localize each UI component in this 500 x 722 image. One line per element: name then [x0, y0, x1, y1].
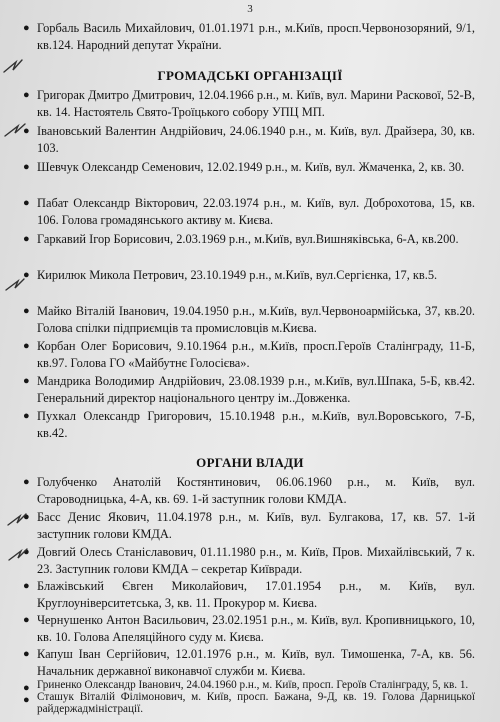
bullet-icon: ●: [23, 197, 30, 209]
bullet-icon: ●: [23, 614, 30, 626]
section-heading: ОРГАНИ ВЛАДИ: [196, 455, 304, 470]
section-heading: ГРОМАДСЬКІ ОРГАНІЗАЦІЇ: [157, 68, 343, 83]
page-number: 3: [247, 3, 253, 15]
check-mark: [8, 514, 26, 525]
handwritten-check-marks: [0, 0, 40, 722]
check-mark: [5, 124, 25, 136]
bullet-icon: ●: [23, 269, 30, 281]
list-item: [23, 544, 475, 579]
check-mark: [9, 549, 27, 560]
entry-text: Григорак Дмитро Дмитрович, 12.04.1966 р.н., м. Київ, вул. Марини Раскової, 52-В, кв. 14. Настоятель Свято-Троїцького собору УПЦ МП.: [37, 88, 475, 120]
check-mark: [4, 60, 22, 72]
bullet-icon: ●: [23, 340, 30, 352]
entry-text: Мандрика Володимир Андрійович, 23.08.1939 р.н., м.Київ, вул.Шпака, 5-Б, кв.42. Генеральний директор національного центру ім..Довженка.: [37, 374, 475, 406]
bullet-icon: ●: [23, 546, 30, 558]
bullet-icon: ●: [23, 694, 30, 707]
entry-text: Горбаль Василь Михайлович, 01.01.1971 р.н., м.Київ, просп.Червонозоряний, 9/1, кв.124. Народний депутат України.: [37, 21, 475, 53]
bullet-icon: ●: [23, 161, 30, 173]
entry-text: Блажівський Євген Миколайович, 17.01.1954 р.н., м. Київ, вул. Круглоуніверситетська, 3, кв. 11. Прокурор м. Києва.: [37, 579, 475, 611]
list-item: [23, 578, 475, 613]
entry-text: Пухкал Олександр Григорович, 15.10.1948 р.н., м.Київ, вул.Воровського, 7-Б, кв.42.: [37, 409, 475, 441]
entry-text: Майко Віталій Іванович, 19.04.1950 р.н., м.Київ, вул.Червоноармійська, 37, кв.20. Голова спілки підприємців та промисловців м.Києва.: [37, 304, 475, 336]
list-item: [23, 159, 475, 176]
entry-text: Пабат Олександр Вікторович, 22.03.1974 р.н., м. Київ, вул. Доброхотова, 15, кв. 106. Голова громадянського активу м. Києва.: [37, 196, 475, 228]
list-item: [23, 509, 475, 544]
bullet-icon: ●: [23, 580, 30, 592]
bullet-icon: ●: [23, 305, 30, 317]
entry-text: Івановський Валентин Андрійович, 24.06.1940 р.н., м. Київ, вул. Драйзера, 30, кв. 103.: [37, 124, 475, 156]
list-item: [23, 679, 475, 694]
bullet-icon: ●: [23, 22, 30, 34]
list-item: [23, 231, 475, 248]
list-item: [23, 373, 475, 408]
bullet-icon: ●: [23, 375, 30, 387]
list-item: [23, 267, 475, 284]
list-item: [23, 408, 475, 443]
list-item: [23, 20, 475, 55]
entry-text: Довгий Олесь Станіславович, 01.11.1980 р.н., м. Київ, Пров. Михайлівський, 7 к. 23. Заступник голови КМДА – секретар Київради.: [37, 545, 475, 577]
entry-text: Сташук Віталій Філімонович, м. Київ, просп. Бажана, 9-Д, кв. 19. Голова Дарницької райдержадміністрації.: [37, 691, 475, 715]
list-item: [23, 87, 475, 122]
entry-text: Голубченко Анатолій Костянтинович, 06.06.1960 р.н., м. Київ, вул. Староводницька, 4-А, кв. 69. 1-й заступник голови КМДА.: [37, 475, 475, 507]
bullet-icon: ●: [23, 410, 30, 422]
entry-text: Чернушенко Антон Васильович, 23.02.1951 р.н., м. Київ, вул. Кропивницького, 10, кв. 10. Голова Апеляційного суду м. Києва.: [37, 613, 475, 645]
list-item: [23, 612, 475, 647]
list-item: [23, 195, 475, 230]
entry-text: Шевчук Олександр Семенович, 12.02.1949 р.н., м. Київ, вул. Жмаченка, 2, кв. 30.: [37, 160, 465, 174]
entry-text: Капуш Іван Сергійович, 12.01.1976 р.н., м. Київ, вул. Тимошенка, 7-А, кв. 56. Начальник державної виконавчої служби м. Києва.: [37, 647, 475, 679]
entry-text: Гриненко Олександр Іванович, 24.04.1960 р.н., м. Київ, просп. Героїв Сталінграду, 5, кв. 1.: [37, 679, 469, 691]
bullet-icon: ●: [23, 648, 30, 660]
bullet-icon: ●: [23, 89, 30, 101]
list-item: [23, 474, 475, 509]
bullet-icon: ●: [23, 233, 30, 245]
check-mark: [6, 279, 24, 290]
list-item: [23, 691, 475, 715]
entry-text: Гаркавий Ігор Борисович, 2.03.1969 р.н., м.Київ, вул.Вишняківська, 6-А, кв.200.: [37, 232, 459, 246]
entry-text: Корбан Олег Борисович, 9.10.1964 р.н., м.Київ, просп.Героїв Сталінграду, 11-Б, кв.97. Голова ГО «Майбутнє Голосієва».: [37, 339, 475, 371]
entry-text: Кирилюк Микола Петрович, 23.10.1949 р.н., м.Київ, вул.Сергієнка, 17, кв.5.: [37, 268, 438, 282]
bullet-icon: ●: [23, 682, 30, 694]
list-item: [23, 303, 475, 338]
list-item: [23, 646, 475, 681]
list-item: [23, 338, 475, 373]
bullet-icon: ●: [23, 511, 30, 523]
bullet-icon: ●: [23, 125, 30, 137]
list-item: [23, 123, 475, 158]
bullet-icon: ●: [23, 476, 30, 488]
entry-text: Басс Денис Якович, 11.04.1978 р.н., м. Київ, вул. Булгакова, 17, кв. 57. 1-й заступник голови КМДА.: [37, 510, 475, 542]
